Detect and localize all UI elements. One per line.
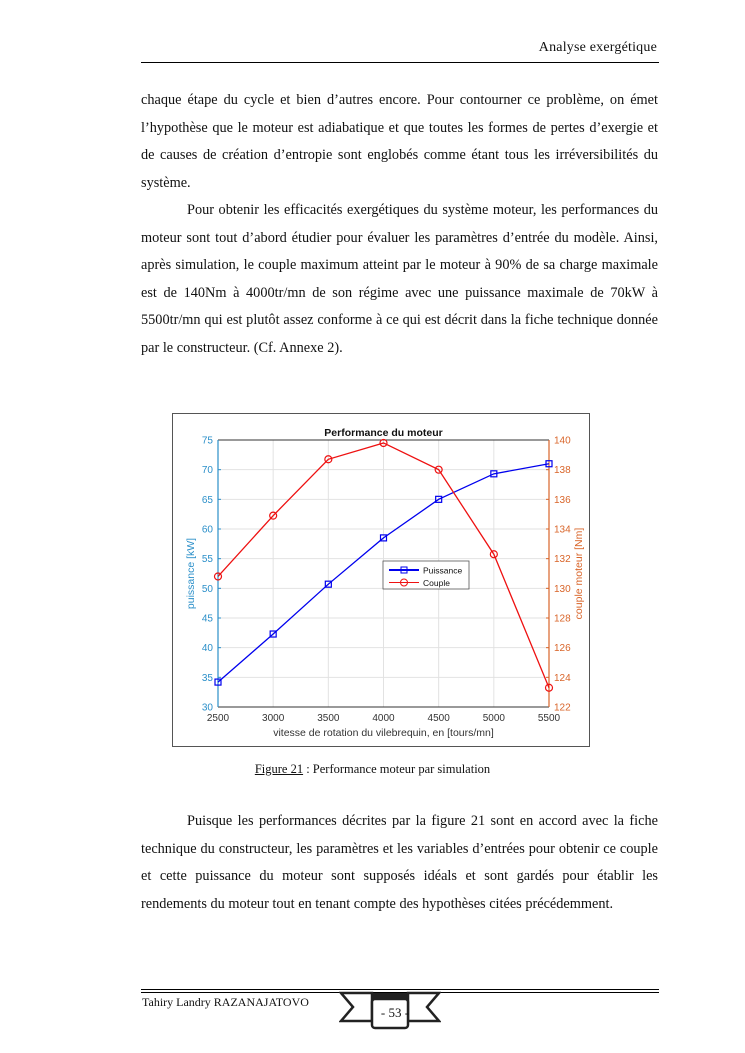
paragraph-1-text: chaque étape du cycle et bien d’autres encore. Pour contourner ce problème, on émet l’hypothèse que le moteur est adiabatique et que toutes les formes de pertes d’exergie et de causes de création d’entropie sont englobés comme étant tous les irréversibilités du système. bbox=[141, 92, 658, 191]
right-tick-label: 132 bbox=[554, 554, 571, 566]
x-tick-label: 3000 bbox=[262, 713, 285, 724]
right-tick-label: 130 bbox=[554, 583, 571, 595]
right-axis-label: couple moteur [Nm] bbox=[573, 527, 585, 620]
x-tick-label: 5000 bbox=[482, 713, 505, 724]
legend-label: Couple bbox=[423, 578, 450, 588]
left-tick-label: 75 bbox=[201, 435, 213, 447]
figure-caption bbox=[0, 762, 745, 777]
figure-ref-link[interactable]: Figure 21 bbox=[254, 762, 304, 776]
paragraph-1 bbox=[141, 87, 658, 197]
left-tick-label: 30 bbox=[201, 702, 213, 714]
paragraph-3-text: Puisque les performances décrites par la figure 21 sont en accord avec la fiche technique du constructeur, les paramètres et les variables d’entrées pour obtenir ce couple et cette puissance du moteur sont supposés idéals et sont gardés pour établir les rendements du moteur tout en tenant compte des hypothèses citées précédemment. bbox=[141, 813, 658, 912]
left-tick-label: 60 bbox=[201, 524, 213, 536]
x-tick-label: 4000 bbox=[372, 713, 395, 724]
caption-text: : Performance moteur par simulation bbox=[303, 762, 491, 776]
paragraph-2-text: Pour obtenir les efficacités exergétiques du système moteur, les performances du moteur sont tout d’abord étudier pour évaluer les paramètres d’entrée du modèle. Ainsi, après simulation, le couple maximum atteint par le moteur à 90% de sa charge maximale est de 140Nm à 4000tr/mn de son régime avec une puissance maximale de 70kW à 5500tr/mn qui est plutôt assez conforme à ce qui est décrit dans la fiche technique donnée par le constructeur. (Cf. Annexe 2). bbox=[141, 202, 658, 356]
right-tick-label: 122 bbox=[554, 702, 571, 714]
figure-21 bbox=[172, 413, 590, 747]
right-tick-label: 128 bbox=[554, 613, 571, 625]
right-tick-label: 126 bbox=[554, 643, 571, 655]
chart-title: Performance du moteur bbox=[324, 427, 443, 439]
left-tick-label: 45 bbox=[201, 613, 213, 625]
left-tick-label: 70 bbox=[201, 465, 213, 477]
page-number: - 53 - bbox=[380, 1005, 410, 1020]
paragraph-2 bbox=[141, 197, 658, 363]
x-tick-label: 5500 bbox=[537, 713, 561, 724]
running-header: Analyse exergétique bbox=[538, 40, 657, 55]
left-tick-label: 35 bbox=[201, 672, 213, 684]
legend-label: Puissance bbox=[423, 565, 463, 576]
x-tick-label: 4500 bbox=[427, 713, 450, 724]
performance-chart bbox=[173, 414, 589, 746]
right-tick-label: 140 bbox=[554, 435, 571, 447]
left-tick-label: 50 bbox=[201, 583, 213, 595]
left-tick-label: 55 bbox=[201, 554, 213, 566]
x-tick-label: 3500 bbox=[317, 713, 340, 724]
left-tick-label: 65 bbox=[201, 494, 213, 506]
left-axis-label: puissance [kW] bbox=[185, 537, 197, 610]
footer-rule bbox=[141, 989, 659, 990]
right-tick-label: 124 bbox=[554, 672, 571, 684]
header-rule bbox=[141, 62, 659, 63]
right-tick-label: 136 bbox=[554, 494, 571, 506]
x-tick-label: 2500 bbox=[206, 713, 230, 724]
footer-author: Tahiry Landry RAZANAJATOVO bbox=[142, 995, 309, 1009]
right-tick-label: 134 bbox=[554, 524, 571, 536]
x-axis-label: vitesse de rotation du vilebrequin, en [tours/mn] bbox=[273, 727, 494, 739]
right-tick-label: 138 bbox=[554, 465, 571, 477]
paragraph-3 bbox=[141, 808, 658, 918]
left-tick-label: 40 bbox=[201, 643, 213, 655]
